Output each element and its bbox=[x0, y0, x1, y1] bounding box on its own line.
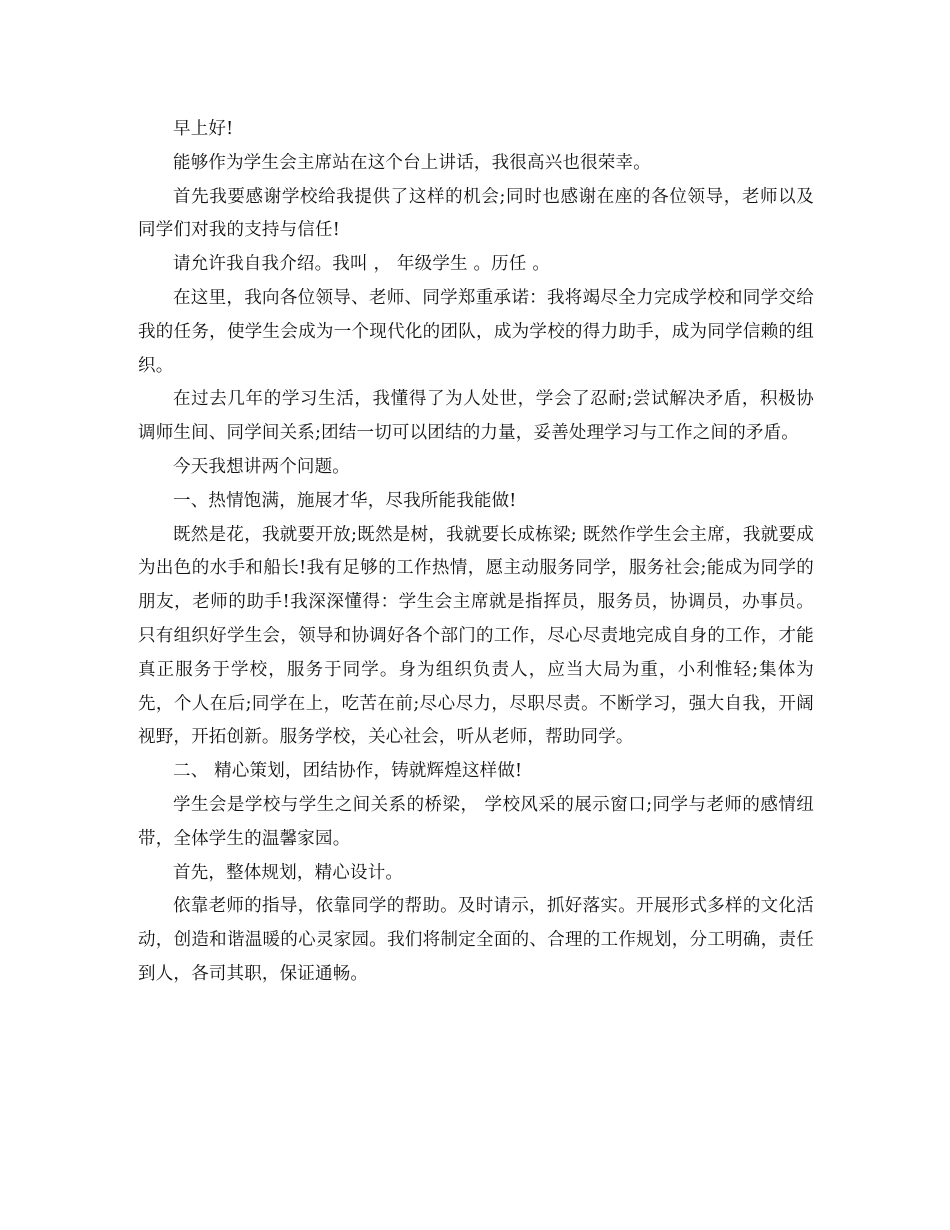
thanks-paragraph: 首先我要感谢学校给我提供了这样的机会;同时也感谢在座的各位领导，老师以及同学们对我的支持与信任! bbox=[138, 186, 814, 241]
document-body bbox=[138, 113, 814, 992]
opening-paragraph: 能够作为学生会主席站在这个台上讲话，我很高兴也很荣幸。 bbox=[173, 152, 651, 173]
planning-paragraph: 首先，整体规划，精心设计。 bbox=[173, 862, 404, 883]
topics-intro-paragraph: 今天我想讲两个问题。 bbox=[173, 456, 350, 477]
section-one-heading: 一、热情饱满，施展才华，尽我所能我能做! bbox=[173, 490, 517, 511]
guidance-paragraph: 依靠老师的指导，依靠同学的帮助。及时请示，抓好落实。开展形式多样的文化活动，创造和谐温暖的心灵家园。我们将制定全面的、合理的工作规划，分工明确，责任到人，各司其职，保证通畅。 bbox=[138, 896, 814, 984]
self-introduction-paragraph: 请允许我自我介绍。我叫 ， 年级学生 。历任 。 bbox=[173, 254, 551, 275]
greeting-paragraph: 早上好! bbox=[173, 119, 234, 139]
promise-paragraph: 在这里，我向各位领导、老师、同学郑重承诺：我将竭尽全力完成学校和同学交给我的任务，使学生会成为一个现代化的团队，成为学校的得力助手，成为同学信赖的组织。 bbox=[138, 287, 814, 376]
section-two-heading: 二、 精心策划，团结协作，铸就辉煌这样做! bbox=[173, 761, 523, 782]
student-union-role-paragraph: 学生会是学校与学生之间关系的桥梁， 学校风采的展示窗口;同学与老师的感情纽带，全体学生的温馨家园。 bbox=[138, 794, 814, 849]
section-one-body: 既然是花，我就要开放;既然是树，我就要长成栋梁; 既然作学生会主席，我就要成为出色的水手和船长!我有足够的工作热情，愿主动服务同学，服务社会;能成为同学的朋友，老师的助手!我深深懂得：学生会主席就是指挥员，服务员，协调员，办事员。只有组织好学生会，领导和协调好各个部门的工作，尽心尽责地完成自身的工作，才能真正服务于学校，服务于同学。身为组织负责人，应当大局为重，小利惟轻;集体为先，个人在后;同学在上，吃苦在前;尽心尽力，尽职尽责。不断学习，强大自我，开阔视野，开拓创新。服务学校，关心社会，听从老师，帮助同学。 bbox=[138, 524, 814, 748]
experience-paragraph: 在过去几年的学习生活，我懂得了为人处世，学会了忍耐;尝试解决矛盾，积极协调师生间、同学间关系;团结一切可以团结的力量，妥善处理学习与工作之间的矛盾。 bbox=[138, 389, 814, 444]
